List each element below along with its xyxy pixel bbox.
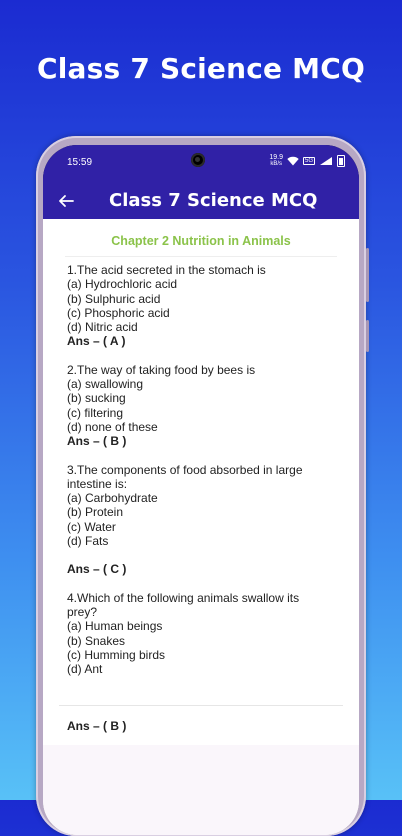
app-title: Class 7 Science MCQ <box>109 190 318 211</box>
network-type-badge: 5G <box>304 158 313 164</box>
question-option: (d) Nitric acid <box>67 320 138 335</box>
phone-power-button <box>366 320 369 352</box>
front-camera-icon <box>191 153 205 167</box>
status-bar <box>43 145 359 183</box>
arrow-left-icon[interactable] <box>57 192 75 210</box>
chapter-title: Chapter 2 Nutrition in Animals <box>111 234 291 248</box>
question-option: (c) Humming birds <box>67 647 166 662</box>
phone-frame <box>36 136 366 836</box>
content-area[interactable] <box>43 219 359 835</box>
promo-title: Class 7 Science MCQ <box>37 52 365 85</box>
question-answer: Ans – ( A ) <box>67 334 126 349</box>
spacer <box>67 548 329 562</box>
question-option: (d) Fats <box>67 534 109 549</box>
question-text: 3.The components of food absorbed in large intestine is: <box>67 462 303 491</box>
net-speed-value: 19.9 <box>269 154 283 161</box>
question-option: (b) Snakes <box>67 633 126 648</box>
app-bar <box>43 183 359 219</box>
bottom-area <box>43 745 359 835</box>
question-item <box>67 463 329 577</box>
net-speed <box>269 155 283 167</box>
status-icons <box>269 155 345 167</box>
question-answer: Ans – ( B ) <box>67 434 127 449</box>
question-item <box>67 363 329 449</box>
question-option: (b) Protein <box>67 505 124 520</box>
phone-screen <box>43 145 359 835</box>
question-answer: Ans – ( C ) <box>67 562 127 577</box>
status-time: 15:59 <box>67 157 93 168</box>
question-option: (b) Sulphuric acid <box>67 291 161 306</box>
phone-volume-button <box>366 248 369 302</box>
question-option: (d) none of these <box>67 419 158 434</box>
question-text: 2.The way of taking food by bees is <box>67 362 256 377</box>
question-option: (a) Human beings <box>67 619 163 634</box>
mcq-card <box>59 219 343 706</box>
wifi-icon <box>287 156 299 166</box>
battery-icon <box>337 155 345 167</box>
net-speed-unit: kB/s <box>270 161 282 167</box>
question-list <box>59 257 343 676</box>
question-option: (a) swallowing <box>67 377 144 392</box>
question-option: (c) Water <box>67 519 116 534</box>
question-option: (c) Phosphoric acid <box>67 305 170 320</box>
question-item <box>67 591 329 677</box>
question-option: (d) Ant <box>67 662 103 677</box>
question-option: (a) Hydrochloric acid <box>67 277 178 292</box>
signal-icon <box>319 156 333 166</box>
question-option: (b) sucking <box>67 391 126 406</box>
question-option: (c) filtering <box>67 405 124 420</box>
question-item <box>67 263 329 349</box>
question-text: 1.The acid secreted in the stomach is <box>67 263 266 277</box>
question-text: 4.Which of the following animals swallow its prey? <box>67 590 300 619</box>
question-answer: Ans – ( B ) <box>67 719 127 733</box>
question-option: (a) Carbohydrate <box>67 491 158 506</box>
